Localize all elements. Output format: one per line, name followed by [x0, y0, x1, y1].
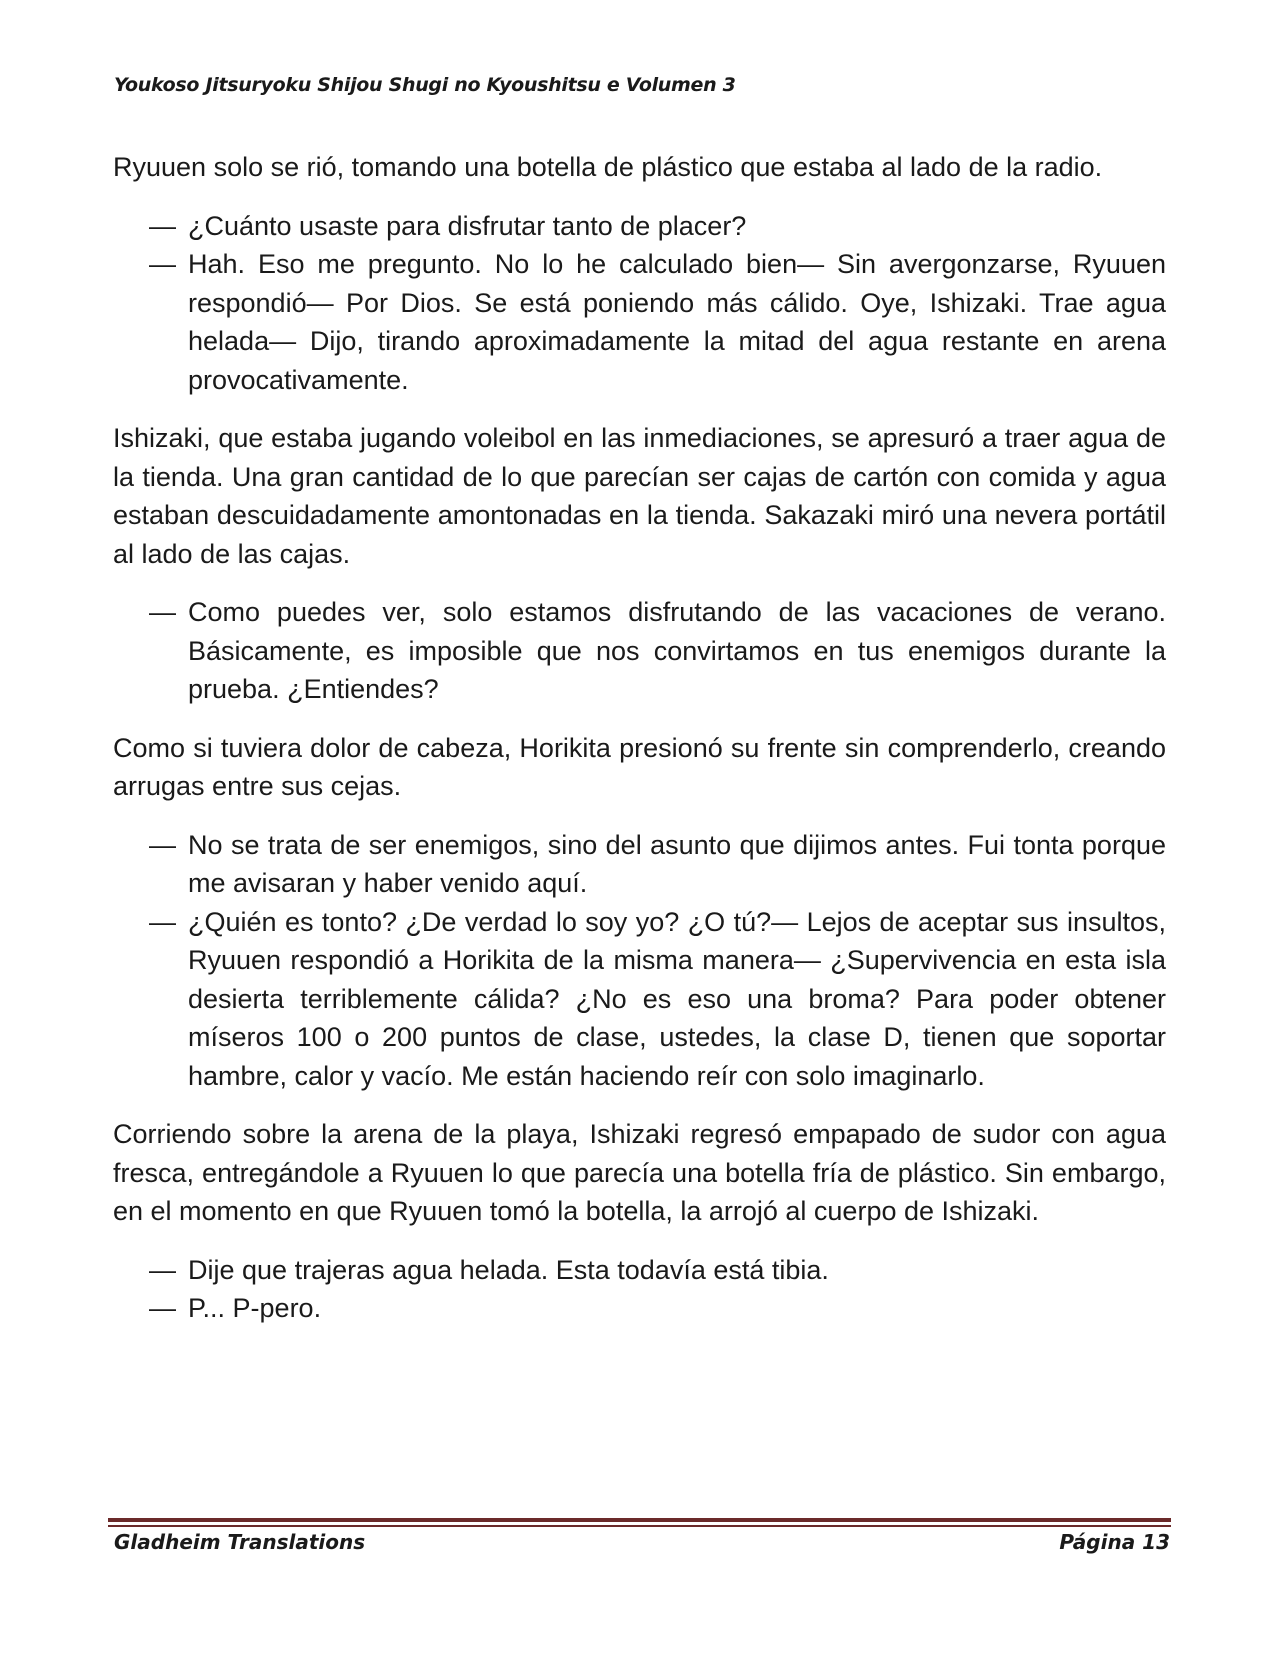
body-text: [113, 148, 1166, 1348]
footer-divider-thin: [108, 1525, 1171, 1527]
page-number: Página 13: [1059, 1530, 1170, 1554]
dialogue-dash: —: [149, 249, 176, 279]
paragraph-1: Ryuuen solo se rió, tomando una botella de plástico que estaba al lado de la radio.: [113, 152, 1103, 182]
dialogue-text: Dije que trajeras agua helada. Esta todavía está tibia.: [188, 1254, 829, 1285]
dialogue-line: [113, 903, 1166, 1096]
dialogue-text: No se trata de ser enemigos, sino del asunto que dijimos antes. Fui tonta porque me avisaran y haber venido aquí.: [188, 829, 1166, 898]
dialogue-block-1: [113, 207, 1166, 400]
dialogue-block-2: [113, 593, 1166, 709]
dialogue-dash: —: [149, 1254, 176, 1285]
dialogue-text: Hah. Eso me pregunto. No lo he calculado bien— Sin avergonzarse, Ryuuen respondió— Por Dios. Se está poniendo más cálido. Oye, Ishizaki. Trae agua helada— Dijo, tirando aproximadamente la mitad del agua restante en arena provocativamente.: [188, 249, 1166, 395]
dialogue-text: Como puedes ver, solo estamos disfrutando de las vacaciones de verano. Básicamente, es imposible que nos convirtamos en tus enemigos durante la prueba. ¿Entiendes?: [188, 597, 1166, 704]
dialogue-dash: —: [149, 906, 176, 937]
dialogue-block-4: [113, 1251, 1166, 1328]
dialogue-line: [113, 826, 1166, 903]
page-header-title: Youkoso Jitsuryoku Shijou Shugi no Kyoushitsu e Volumen 3: [114, 74, 736, 96]
dialogue-line: [113, 1251, 1166, 1290]
dialogue-line: [113, 1289, 1166, 1328]
dialogue-line: [113, 207, 1166, 246]
paragraph-2: Ishizaki, que estaba jugando voleibol en las inmediaciones, se apresuró a traer agua de la tienda. Una gran cantidad de lo que parecían ser cajas de cartón con comida y agua estaban descuidadamente amontonadas en la tienda. Sakazaki miró una nevera portátil al lado de las cajas.: [113, 423, 1166, 569]
paragraph-3: Como si tuviera dolor de cabeza, Horikita presionó su frente sin comprenderlo, creando arrugas entre sus cejas.: [113, 732, 1166, 801]
dialogue-dash: —: [149, 210, 176, 241]
dialogue-text: P... P-pero.: [188, 1293, 322, 1323]
dialogue-dash: —: [149, 829, 176, 860]
dialogue-text: ¿Quién es tonto? ¿De verdad lo soy yo? ¿O tú?— Lejos de aceptar sus insultos, Ryuuen respondió a Horikita de la misma manera— ¿Supervivencia en esta isla desierta terriblemente cálida? ¿No es eso una broma? Para poder obtener míseros 100 o 200 puntos de clase, ustedes, la clase D, tienen que soportar hambre, calor y vacío. Me están haciendo reír con solo imaginarlo.: [188, 906, 1166, 1091]
dialogue-text: ¿Cuánto usaste para disfrutar tanto de placer?: [188, 210, 747, 241]
footer-credit: Gladheim Translations: [114, 1530, 366, 1554]
dialogue-block-3: [113, 826, 1166, 1096]
dialogue-line: [113, 593, 1166, 709]
footer-divider: [108, 1518, 1171, 1522]
dialogue-dash: —: [149, 1293, 176, 1323]
paragraph-4: Corriendo sobre la arena de la playa, Ishizaki regresó empapado de sudor con agua fresca, entregándole a Ryuuen lo que parecía una botella fría de plástico. Sin embargo, en el momento en que Ryuuen tomó la botella, la arrojó al cuerpo de Ishizaki.: [113, 1119, 1166, 1226]
dialogue-dash: —: [149, 597, 176, 627]
dialogue-line: [113, 245, 1166, 399]
